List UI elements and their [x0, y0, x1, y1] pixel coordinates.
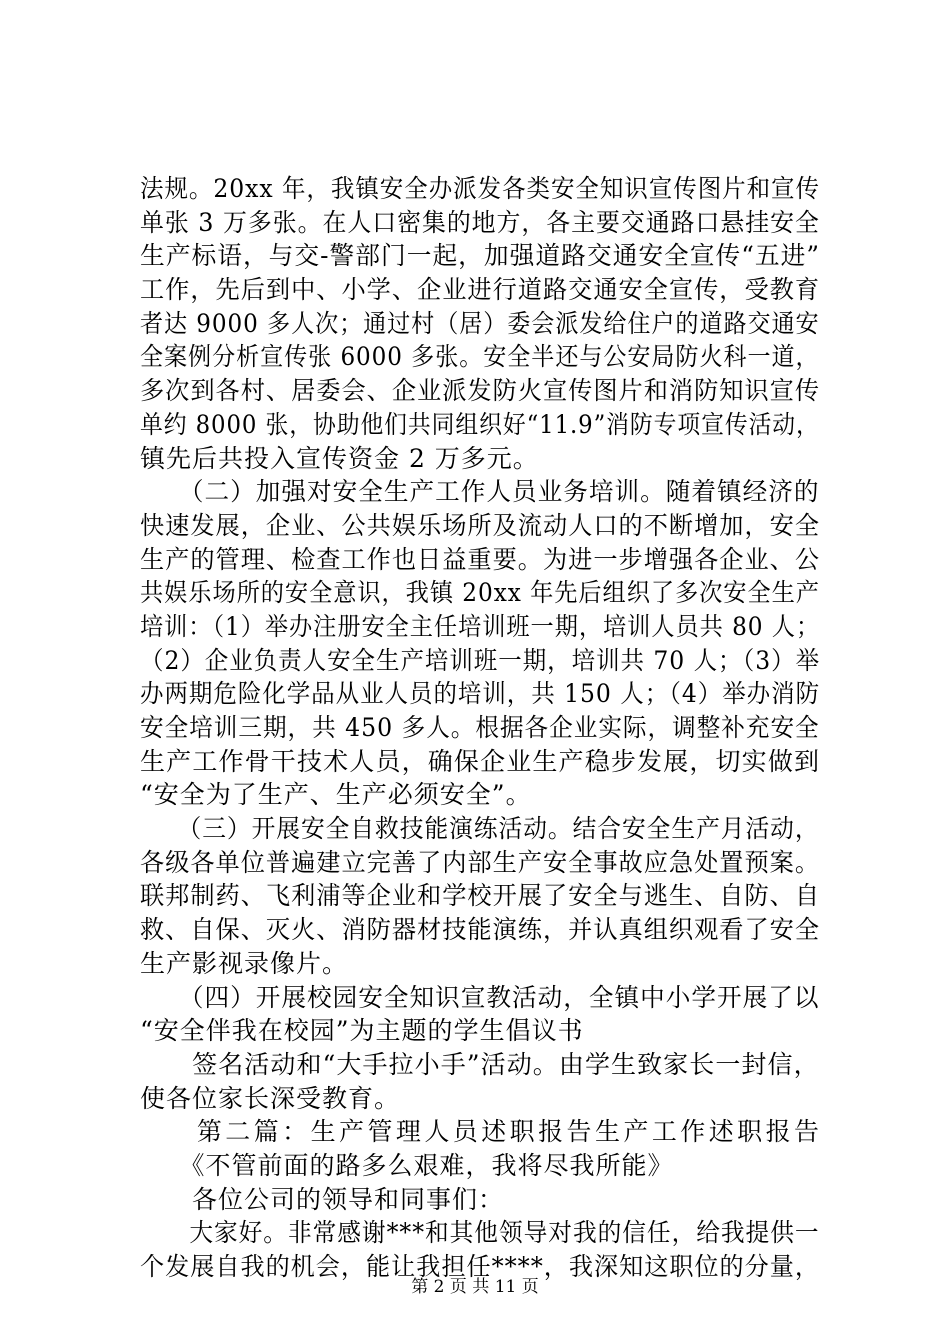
- text-line: （二）加强对安全生产工作人员业务培训。随着镇经济的: [140, 477, 820, 507]
- text-line: 救、自保、灭火、消防器材技能演练，并认真组织观看了安全: [140, 915, 821, 945]
- text-line: 全案例分析宣传张 6000 多张。安全半还与公安局防火科一道，: [140, 342, 820, 372]
- text-line: （四）开展校园安全知识宣教活动，全镇中小学开展了以: [140, 982, 820, 1012]
- text-line: 共娱乐场所的安全意识，我镇 20xx 年先后组织了多次安全生产: [140, 578, 820, 608]
- text-line: （三）开展安全自救技能演练活动。结合安全生产月活动，: [140, 814, 820, 844]
- text-line: 签名活动和“大手拉小手”活动。由学生致家长一封信，: [140, 1049, 820, 1079]
- text-line: 单约 8000 张，协助他们共同组织好“11.9”消防专项宣传活动，: [140, 409, 820, 439]
- text-line: “安全为了生产、生产必须安全”。: [140, 780, 532, 810]
- text-line: 《不管前面的路多么艰难，我将尽我所能》: [140, 1150, 674, 1180]
- text-line: 个发展自我的机会，能让我担任****，我深知这职位的分量，: [140, 1252, 821, 1281]
- text-line: 工作，先后到中、小学、企业进行道路交通安全宣传，受教育: [140, 275, 821, 305]
- page-footer: 第 2 页 共 11 页: [411, 1277, 539, 1297]
- text-line: 安全培训三期，共 450 多人。根据各企业实际，调整补充安全: [140, 713, 820, 742]
- body-text: [140, 172, 823, 1284]
- text-line: 者达 9000 多人次；通过村（居）委会派发给住户的道路交通安: [140, 308, 820, 338]
- text-line: 各级各单位普遍建立完善了内部生产安全事故应急处置预案。: [140, 847, 821, 877]
- text-line: 使各位家长深受教育。: [140, 1083, 401, 1113]
- text-line: 大家好。非常感谢***和其他领导对我的信任，给我提供一: [140, 1218, 820, 1248]
- text-line: （2）企业负责人安全生产培训班一期，培训共 70 人；（3）举: [140, 645, 821, 675]
- text-line: 法规。20xx 年，我镇安全办派发各类安全知识宣传图片和宣传: [140, 174, 820, 203]
- text-line: 快速发展，企业、公共娱乐场所及流动人口的不断增加，安全: [140, 510, 821, 540]
- text-line: 镇先后共投入宣传资金 2 万多元。: [140, 443, 539, 473]
- text-line: “安全伴我在校园”为主题的学生倡议书: [140, 1016, 584, 1046]
- text-line: 生产的管理、检查工作也日益重要。为进一步增强各企业、公: [140, 544, 821, 574]
- text-line: 生产影视录像片。: [140, 948, 349, 978]
- text-line: 培训：（1）举办注册安全主任培训班一期，培训人员共 80 人；: [140, 611, 821, 641]
- text-line: 各位公司的领导和同事们：: [140, 1184, 505, 1214]
- text-line: 生产工作骨干技术人员，确保企业生产稳步发展，切实做到: [140, 746, 821, 776]
- text-line: 单张 3 万多张。在人口密集的地方，各主要交通路口悬挂安全: [140, 207, 820, 237]
- text-line: 联邦制药、飞利浦等企业和学校开展了安全与逃生、自防、自: [140, 881, 821, 911]
- text-line: 办两期危险化学品从业人员的培训，共 150 人；（4）举办消防: [140, 679, 821, 709]
- text-line: 生产标语，与交-警部门一起，加强道路交通安全宣传“五进”: [140, 241, 821, 271]
- text-line: 第二篇：生产管理人员述职报告生产工作述职报告: [140, 1117, 823, 1147]
- text-line: 多次到各村、居委会、企业派发防火宣传图片和消防知识宣传: [140, 376, 821, 406]
